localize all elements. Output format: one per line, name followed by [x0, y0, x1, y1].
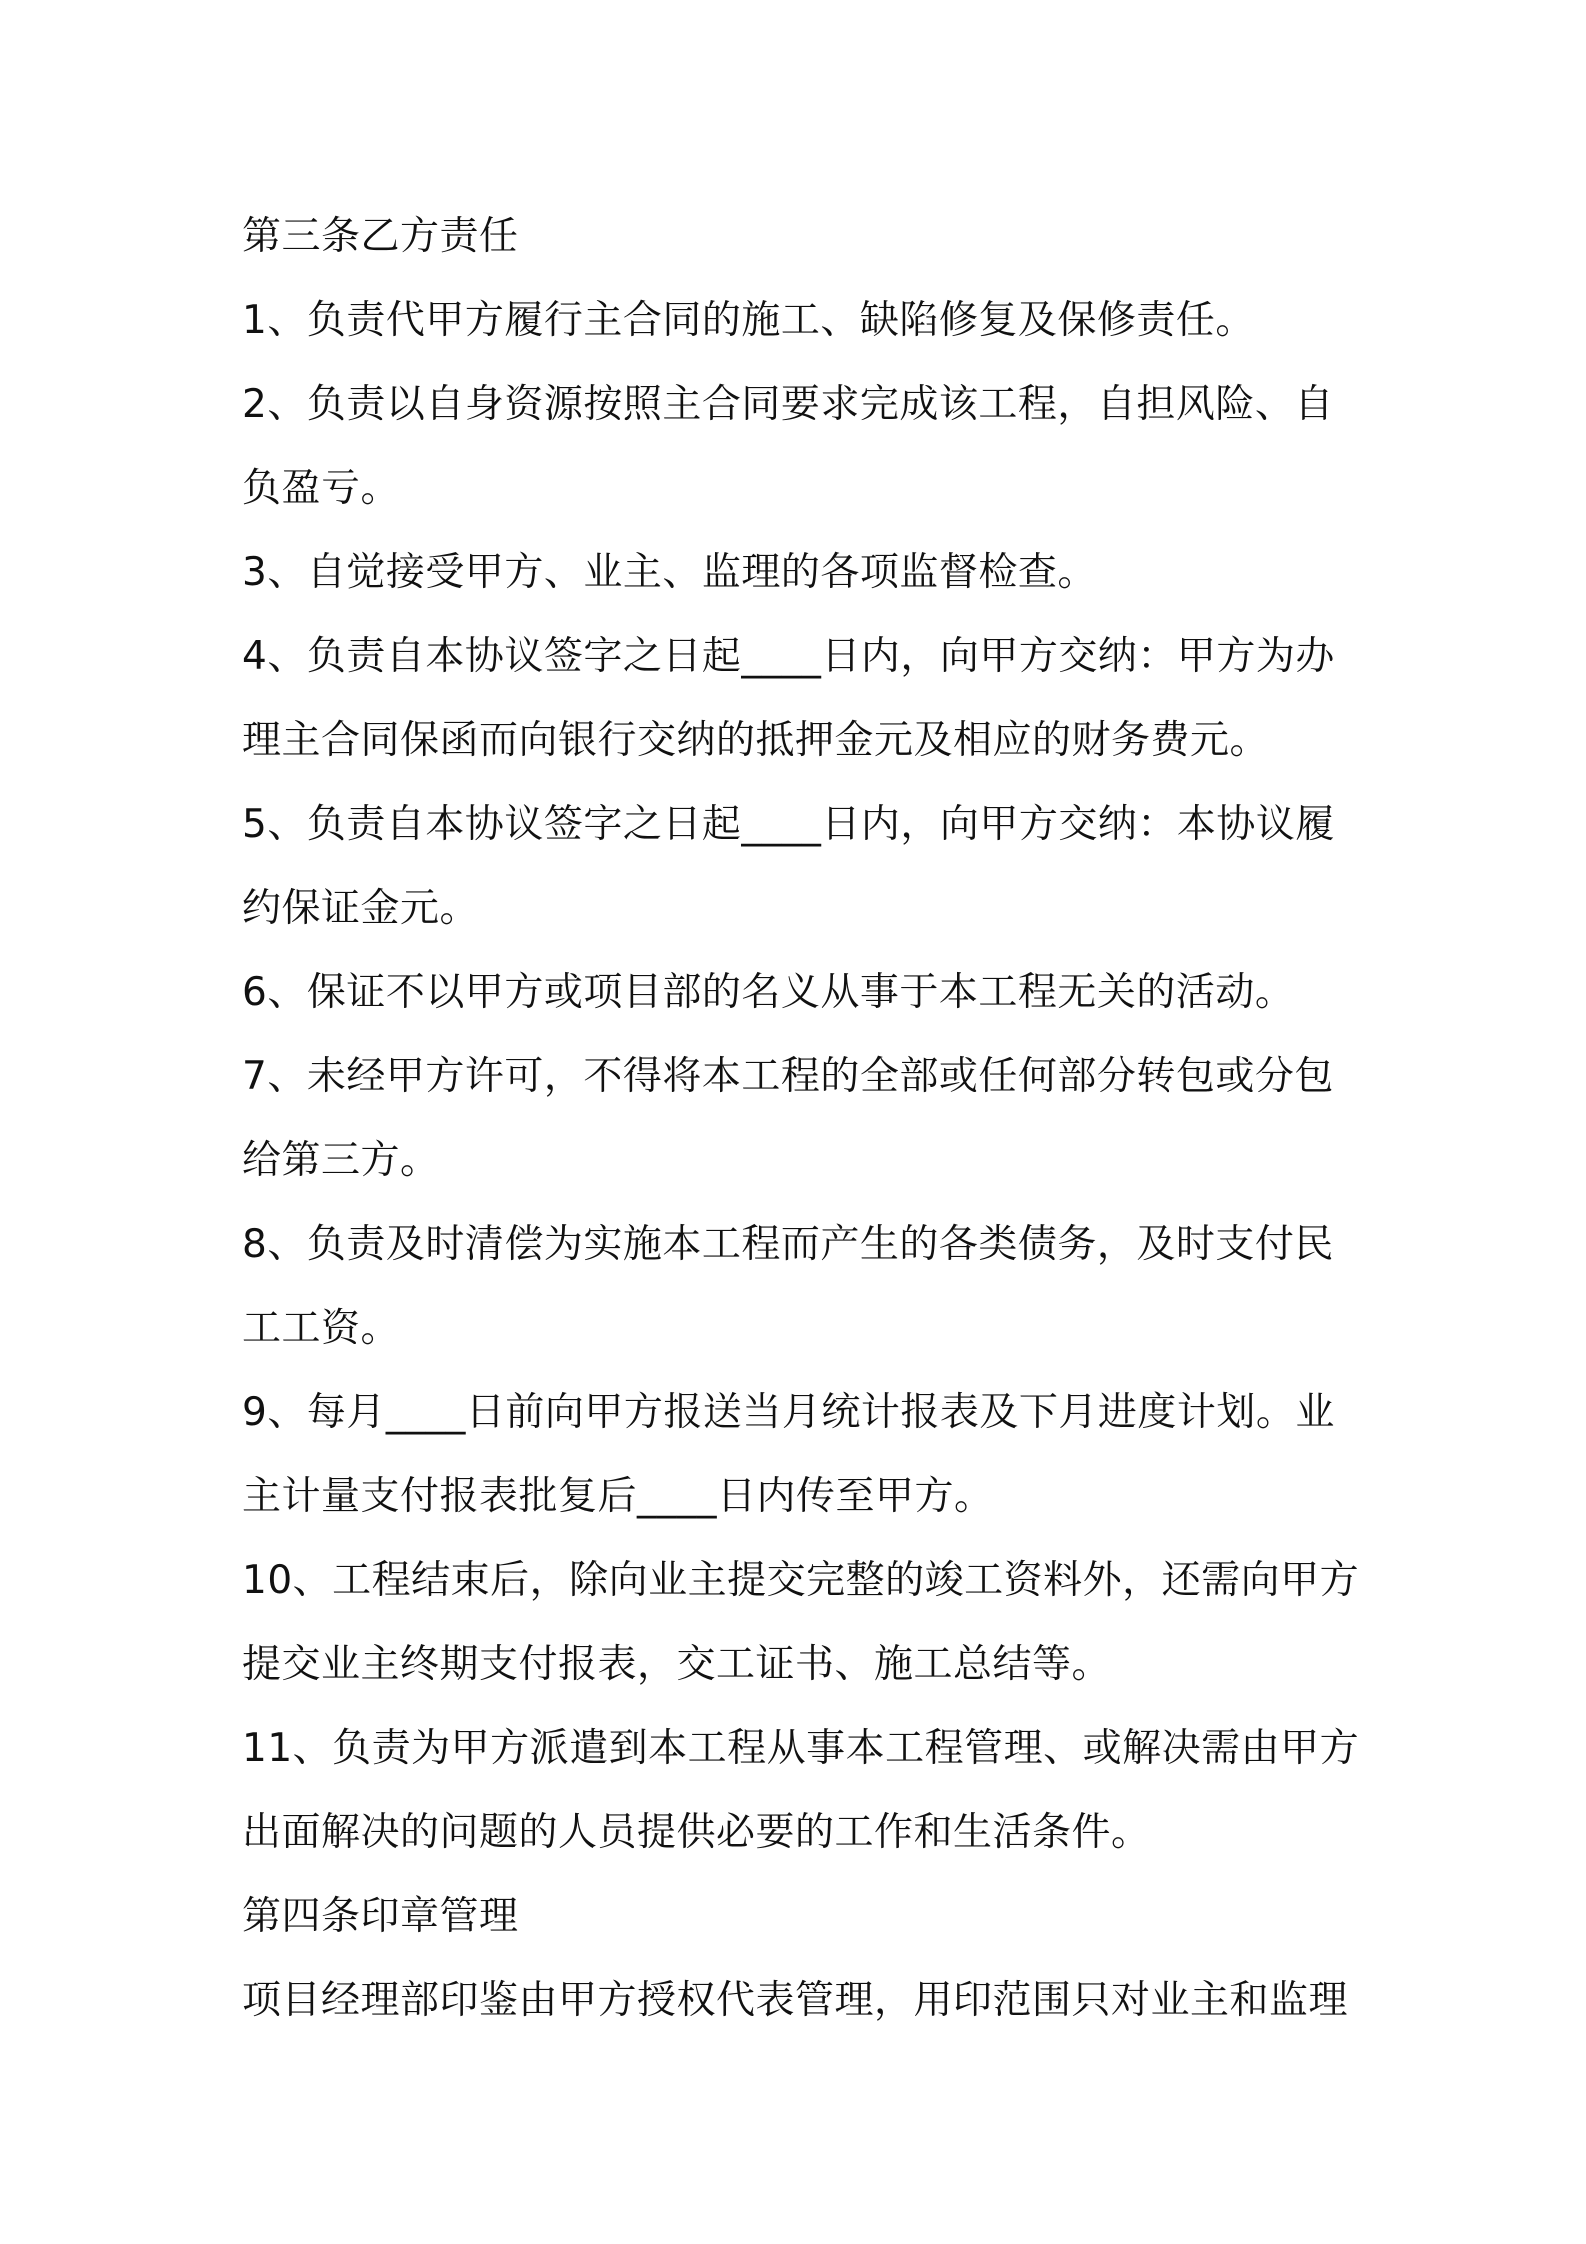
clause-10-line-1: 10、工程结束后，除向业主提交完整的竣工资料外，还需向甲方 — [242, 1558, 1360, 1603]
clause-7-line-1: 7、未经甲方许可，不得将本工程的全部或任何部分转包或分包 — [242, 1054, 1334, 1099]
clause-4-line-1: 4、负责自本协议签字之日起____日内，向甲方交纳：甲方为办 — [242, 634, 1335, 679]
clause-11-line-2: 出面解决的问题的人员提供必要的工作和生活条件。 — [242, 1810, 1151, 1855]
clause-8-line-2: 工工资。 — [242, 1306, 401, 1351]
clause-2-line-2: 负盈亏。 — [242, 466, 401, 511]
document-body — [242, 195, 1362, 2043]
section-heading-party-b-responsibilities: 第三条乙方责任 — [242, 214, 519, 259]
clause-1-line-1: 1、负责代甲方履行主合同的施工、缺陷修复及保修责任。 — [242, 298, 1255, 343]
clause-5-line-1: 5、负责自本协议签字之日起____日内，向甲方交纳：本协议履 — [242, 802, 1335, 847]
clause-2-line-1: 2、负责以自身资源按照主合同要求完成该工程，自担风险、自 — [242, 382, 1334, 427]
clause-7-line-2: 给第三方。 — [242, 1138, 440, 1183]
clause-11-line-1: 11、负责为甲方派遣到本工程从事本工程管理、或解决需由甲方 — [242, 1726, 1360, 1771]
clause-9-line-2: 主计量支付报表批复后____日内传至甲方。 — [242, 1474, 994, 1519]
clause-6-line-1: 6、保证不以甲方或项目部的名义从事于本工程无关的活动。 — [242, 970, 1295, 1015]
clause-5-line-2: 约保证金元。 — [242, 886, 480, 931]
clause-9-line-1: 9、每月____日前向甲方报送当月统计报表及下月进度计划。业 — [242, 1390, 1335, 1435]
clause-3-line-1: 3、自觉接受甲方、业主、监理的各项监督检查。 — [242, 550, 1097, 595]
clause-4-line-2: 理主合同保函而向银行交纳的抵押金元及相应的财务费元。 — [242, 718, 1270, 763]
seal-management-line-1: 项目经理部印鉴由甲方授权代表管理，用印范围只对业主和监理 — [242, 1978, 1349, 2023]
section-heading-seal-management: 第四条印章管理 — [242, 1894, 519, 1939]
clause-10-line-2: 提交业主终期支付报表，交工证书、施工总结等。 — [242, 1642, 1112, 1687]
clause-8-line-1: 8、负责及时清偿为实施本工程而产生的各类债务，及时支付民 — [242, 1222, 1334, 1267]
